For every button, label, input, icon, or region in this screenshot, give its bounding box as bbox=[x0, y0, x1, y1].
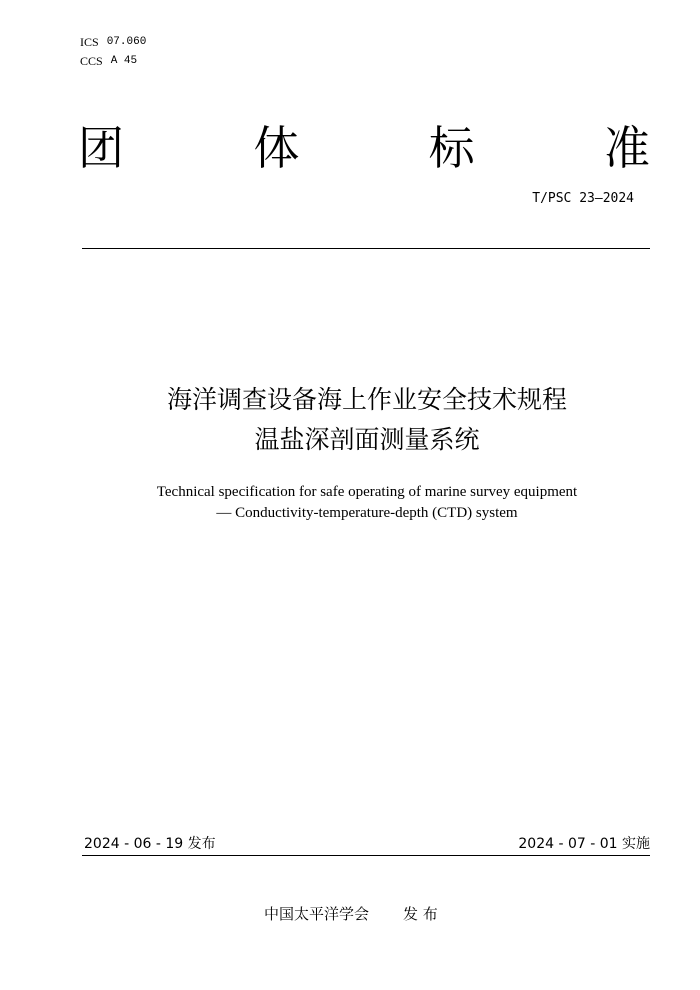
title-cn-line-2: 温盐深剖面测量系统 bbox=[254, 425, 480, 454]
top-divider bbox=[82, 248, 650, 249]
standard-type-char-1: 团 bbox=[78, 121, 124, 175]
ccs-row bbox=[80, 52, 146, 71]
standard-type-char-4: 准 bbox=[603, 121, 650, 175]
title-en-line-1: Technical specification for safe operating of marine survey equipment bbox=[156, 484, 578, 500]
standard-number: T/PSC 23—2024 bbox=[532, 191, 634, 206]
ccs-label: CCS bbox=[80, 54, 103, 68]
standard-type-heading bbox=[78, 118, 650, 178]
ics-code: 07.060 bbox=[106, 36, 147, 48]
publish-date: 2024 - 06 - 19 发布 bbox=[84, 836, 216, 852]
title-en-line-2: — Conductivity-temperature-depth (CTD) system bbox=[216, 505, 518, 521]
publisher-line bbox=[264, 903, 438, 924]
standard-type-char-2: 体 bbox=[253, 121, 300, 175]
standard-type-char-3: 标 bbox=[428, 121, 475, 175]
bottom-divider bbox=[82, 855, 650, 856]
ccs-code: A 45 bbox=[110, 55, 138, 67]
title-cn-line-1: 海洋调查设备海上作业安全技术规程 bbox=[166, 385, 567, 414]
classification-codes bbox=[80, 33, 146, 71]
publisher-name: 中国太平洋学会 bbox=[264, 905, 370, 923]
ics-row bbox=[80, 33, 146, 52]
ics-label: ICS bbox=[80, 35, 99, 49]
implement-date: 2024 - 07 - 01 实施 bbox=[518, 836, 650, 852]
publisher-action: 发 布 bbox=[403, 905, 438, 923]
